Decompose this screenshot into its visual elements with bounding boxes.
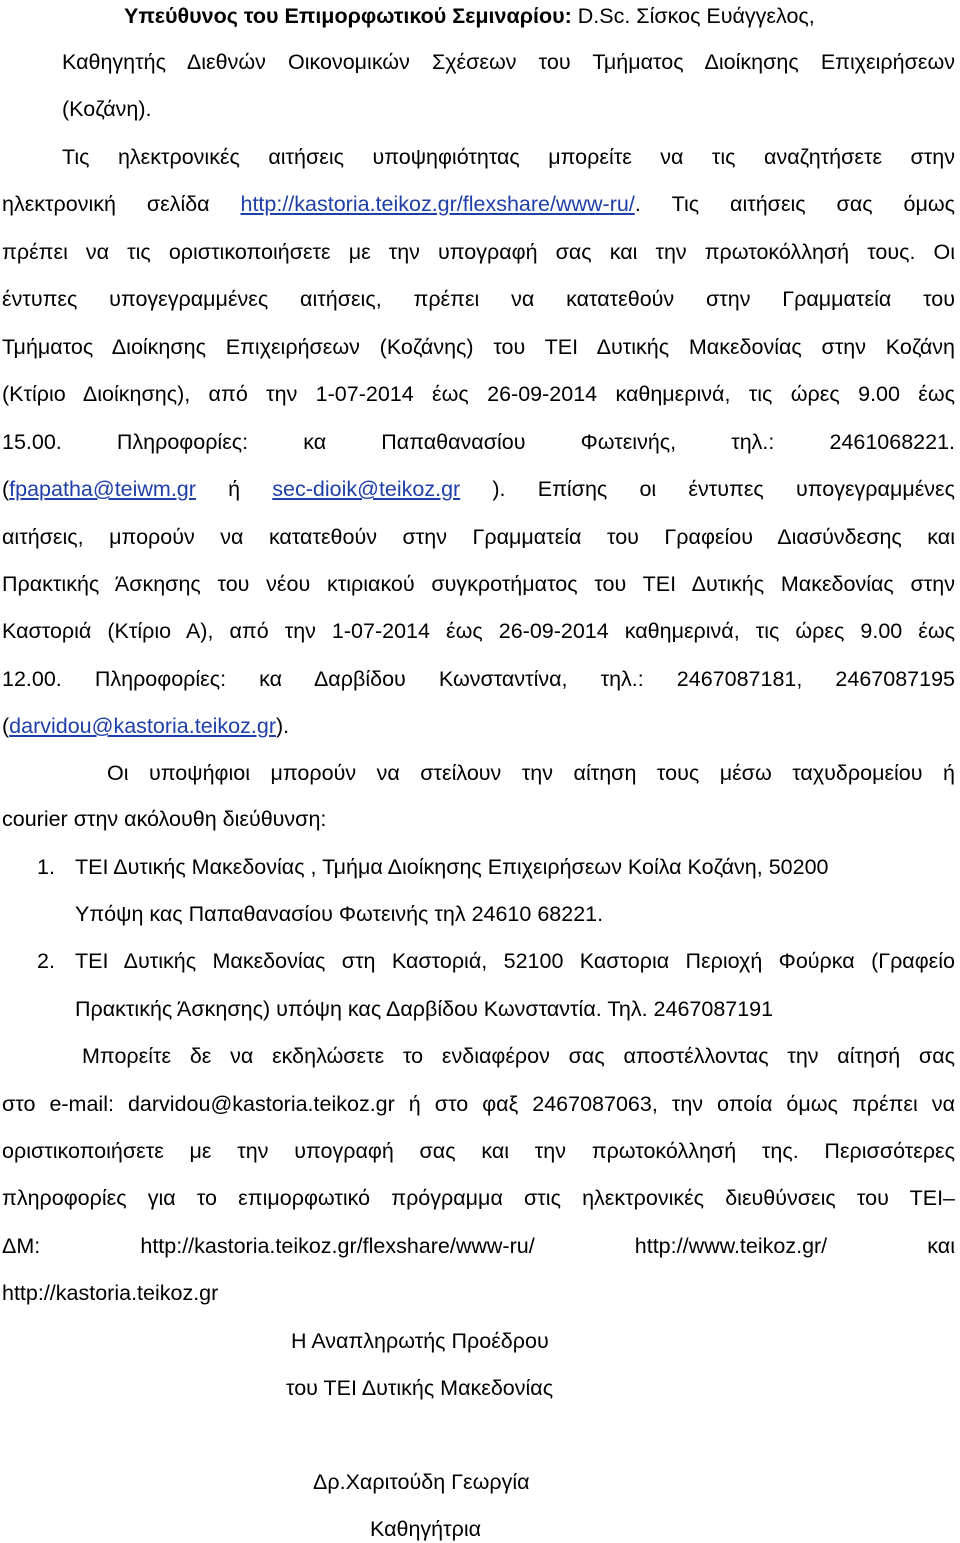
email-link-sec-dioik[interactable]: sec-dioik@teikoz.gr	[272, 477, 461, 501]
applications-line-8	[2, 475, 955, 503]
url-teikoz: http://www.teikoz.gr/	[634, 1234, 828, 1258]
applications-line-1: Τις ηλεκτρονικές αιτήσεις υποψηφιότητας μπορείτε να τις αναζητήσετε στην	[62, 145, 955, 169]
applications-link[interactable]: http://kastoria.teikoz.gr/flexshare/www-ru/	[240, 192, 635, 216]
mail-line-2: courier στην ακόλουθη διεύθυνση:	[2, 807, 327, 831]
paren-close: ).	[275, 714, 290, 738]
applications-line-11: Καστοριά (Κτίριο Α), από την 1-07-2014 έως 26-09-2014 καθημερινά, τις ώρες 9.00 έως	[2, 619, 955, 643]
email-link-fpapatha[interactable]: fpapatha@teiwm.gr	[9, 477, 196, 501]
address-number-1: 1.	[37, 855, 55, 879]
paren-open-2: (	[2, 714, 10, 738]
applications-line-4: έντυπες υπογεγραμμένες αιτήσεις, πρέπει να κατατεθούν στην Γραμματεία του	[2, 287, 955, 311]
signature-title: Καθηγήτρια	[370, 1517, 482, 1541]
applications-line-12: 12.00. Πληροφορίες: κα Δαρβίδου Κωνσταντίνα, τηλ.: 2467087181, 2467087195	[2, 667, 955, 691]
applications-line-7: 15.00. Πληροφορίες: κα Παπαθανασίου Φωτεινής, τηλ.: 2461068221.	[2, 430, 955, 454]
interest-line-5	[2, 1232, 955, 1260]
applications-text-also: ). Επίσης οι έντυπες υπογεγραμμένες	[460, 477, 956, 501]
applications-line-5: Τμήματος Διοίκησης Επιχειρήσεων (Κοζάνης) του ΤΕΙ Δυτικής Μακεδονίας στην Κοζάνη	[2, 335, 955, 359]
dm-label: ΔΜ:	[2, 1234, 41, 1258]
interest-line-3: οριστικοποιήσετε με την υπογραφή σας και την πρωτοκόλλησή της. Περισσότερες	[2, 1139, 955, 1163]
applications-line-9: αιτήσεις, μπορούν να κατατεθούν στην Γραμματεία του Γραφείου Διασύνδεσης και	[2, 525, 955, 549]
applications-line-3: πρέπει να τις οριστικοποιήσετε με την υπογραφή σας και την πρωτοκόλλησή τους. Οι	[2, 240, 955, 264]
signature-name: Δρ.Χαριτούδη Γεωργία	[313, 1470, 530, 1494]
supervisor-location: (Κοζάνη).	[62, 97, 152, 121]
supervisor-name: D.Sc. Σίσκος Ευάγγελος,	[571, 4, 815, 28]
mail-line-1: Οι υποψήφιοι μπορούν να στείλουν την αίτηση τους μέσω ταχυδρομείου ή	[107, 761, 955, 785]
supervisor-title: Καθηγητής Διεθνών Οικονομικών Σχέσεων του Τμήματος Διοίκησης Επιχειρήσεων	[62, 50, 955, 74]
applications-line-13	[2, 712, 289, 740]
applications-text-post: . Τις αιτήσεις σας όμως	[634, 192, 955, 216]
applications-line-10: Πρακτικής Άσκησης του νέου κτιριακού συγκροτήματος του ΤΕΙ Δυτικής Μακεδονίας στην	[2, 572, 955, 596]
address-1-line-1: ΤΕΙ Δυτικής Μακεδονίας , Τμήμα Διοίκησης Επιχειρήσεων Κοίλα Κοζάνη, 50200	[75, 855, 829, 879]
supervisor-line	[124, 2, 815, 30]
applications-text: ηλεκτρονική σελίδα	[2, 192, 241, 216]
address-2-line-1: ΤΕΙ Δυτικής Μακεδονίας στη Καστοριά, 52100 Καστορια Περιοχή Φούρκα (Γραφείο	[75, 949, 955, 973]
address-1-line-2: Υπόψη κας Παπαθανασίου Φωτεινής τηλ 24610 68221.	[75, 902, 604, 926]
interest-line-4: πληροφορίες για το επιμορφωτικό πρόγραμμα στις ηλεκτρονικές διευθύνσεις του ΤΕΙ–	[2, 1186, 955, 1210]
or-text: ή	[195, 477, 273, 501]
interest-line-1: Μπορείτε δε να εκδηλώσετε το ενδιαφέρον σας αποστέλλοντας την αίτησή σας	[82, 1044, 955, 1068]
email-link-darvidou[interactable]: darvidou@kastoria.teikoz.gr	[9, 714, 276, 738]
and-text: και	[927, 1234, 955, 1258]
signature-role-2: του ΤΕΙ Δυτικής Μακεδονίας	[286, 1376, 554, 1400]
address-number-2: 2.	[37, 949, 55, 973]
signature-role-1: Η Αναπληρωτής Προέδρου	[291, 1329, 549, 1353]
url-flexshare: http://kastoria.teikoz.gr/flexshare/www-ru/	[140, 1234, 535, 1258]
interest-line-6: http://kastoria.teikoz.gr	[2, 1281, 219, 1305]
address-2-line-2: Πρακτικής Άσκησης) υπόψη κας Δαρβίδου Κωνσταντία. Τηλ. 2467087191	[75, 997, 774, 1021]
interest-line-2: στο e-mail: darvidou@kastoria.teikoz.gr ή στο φαξ 2467087063, την οποία όμως πρέπει να	[2, 1092, 955, 1116]
paren-open: (	[2, 477, 10, 501]
supervisor-label: Υπεύθυνος του Επιμορφωτικού Σεμιναρίου:	[124, 4, 572, 28]
applications-line-6: (Κτίριο Διοίκησης), από την 1-07-2014 έως 26-09-2014 καθημερινά, τις ώρες 9.00 έως	[2, 382, 955, 406]
applications-line-2	[2, 190, 955, 218]
